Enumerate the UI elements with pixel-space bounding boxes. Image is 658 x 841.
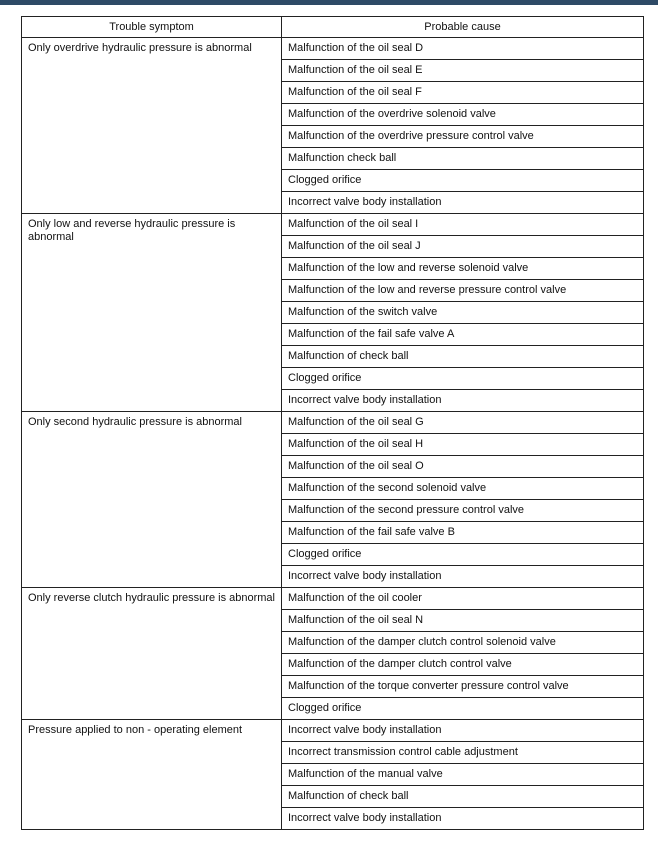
trouble-symptom-cell: Only low and reverse hydraulic pressure is abnormal — [22, 214, 282, 412]
top-bar — [0, 0, 658, 5]
symptom-group — [22, 588, 644, 720]
probable-cause-cell: Malfunction of the oil seal H — [282, 434, 644, 456]
probable-cause-cell: Malfunction of check ball — [282, 786, 644, 808]
probable-cause-cell: Incorrect valve body installation — [282, 566, 644, 588]
table-row — [22, 38, 644, 60]
probable-cause-cell: Clogged orifice — [282, 170, 644, 192]
probable-cause-cell: Malfunction of the manual valve — [282, 764, 644, 786]
probable-cause-cell: Malfunction of the fail safe valve B — [282, 522, 644, 544]
header-probable-cause: Probable cause — [282, 17, 644, 38]
probable-cause-cell: Incorrect transmission control cable adjustment — [282, 742, 644, 764]
probable-cause-cell: Malfunction of the damper clutch control solenoid valve — [282, 632, 644, 654]
probable-cause-cell: Malfunction of the oil seal D — [282, 38, 644, 60]
probable-cause-cell: Malfunction of the low and reverse pressure control valve — [282, 280, 644, 302]
probable-cause-cell: Malfunction of the overdrive solenoid valve — [282, 104, 644, 126]
probable-cause-cell: Malfunction of the oil seal N — [282, 610, 644, 632]
trouble-symptom-cell: Only second hydraulic pressure is abnormal — [22, 412, 282, 588]
symptom-group — [22, 38, 644, 214]
probable-cause-cell: Malfunction of check ball — [282, 346, 644, 368]
probable-cause-cell: Clogged orifice — [282, 698, 644, 720]
probable-cause-cell: Incorrect valve body installation — [282, 808, 644, 830]
trouble-symptom-cell: Only overdrive hydraulic pressure is abnormal — [22, 38, 282, 214]
probable-cause-cell: Malfunction of the fail safe valve A — [282, 324, 644, 346]
trouble-symptom-cell: Only reverse clutch hydraulic pressure is abnormal — [22, 588, 282, 720]
probable-cause-cell: Malfunction of the oil seal G — [282, 412, 644, 434]
probable-cause-cell: Malfunction of the damper clutch control valve — [282, 654, 644, 676]
probable-cause-cell: Malfunction of the switch valve — [282, 302, 644, 324]
probable-cause-cell: Incorrect valve body installation — [282, 390, 644, 412]
probable-cause-cell: Malfunction of the oil seal E — [282, 60, 644, 82]
probable-cause-cell: Malfunction of the oil cooler — [282, 588, 644, 610]
table-row — [22, 412, 644, 434]
probable-cause-cell: Malfunction of the oil seal O — [282, 456, 644, 478]
probable-cause-cell: Clogged orifice — [282, 544, 644, 566]
symptom-group — [22, 214, 644, 412]
probable-cause-cell: Malfunction of the torque converter pressure control valve — [282, 676, 644, 698]
table-header — [22, 17, 644, 38]
probable-cause-cell: Clogged orifice — [282, 368, 644, 390]
probable-cause-cell: Malfunction of the overdrive pressure control valve — [282, 126, 644, 148]
probable-cause-cell: Incorrect valve body installation — [282, 192, 644, 214]
probable-cause-cell: Malfunction check ball — [282, 148, 644, 170]
table-row — [22, 720, 644, 742]
probable-cause-cell: Malfunction of the oil seal J — [282, 236, 644, 258]
probable-cause-cell: Malfunction of the oil seal I — [282, 214, 644, 236]
trouble-symptom-cell: Pressure applied to non - operating element — [22, 720, 282, 830]
symptom-group — [22, 720, 644, 830]
symptom-group — [22, 412, 644, 588]
probable-cause-cell: Malfunction of the second pressure control valve — [282, 500, 644, 522]
table-row — [22, 588, 644, 610]
header-row — [22, 17, 644, 38]
probable-cause-cell: Incorrect valve body installation — [282, 720, 644, 742]
probable-cause-cell: Malfunction of the second solenoid valve — [282, 478, 644, 500]
table-row — [22, 214, 644, 236]
probable-cause-cell: Malfunction of the low and reverse solenoid valve — [282, 258, 644, 280]
header-trouble-symptom: Trouble symptom — [22, 17, 282, 38]
probable-cause-cell: Malfunction of the oil seal F — [282, 82, 644, 104]
trouble-table — [21, 16, 644, 830]
